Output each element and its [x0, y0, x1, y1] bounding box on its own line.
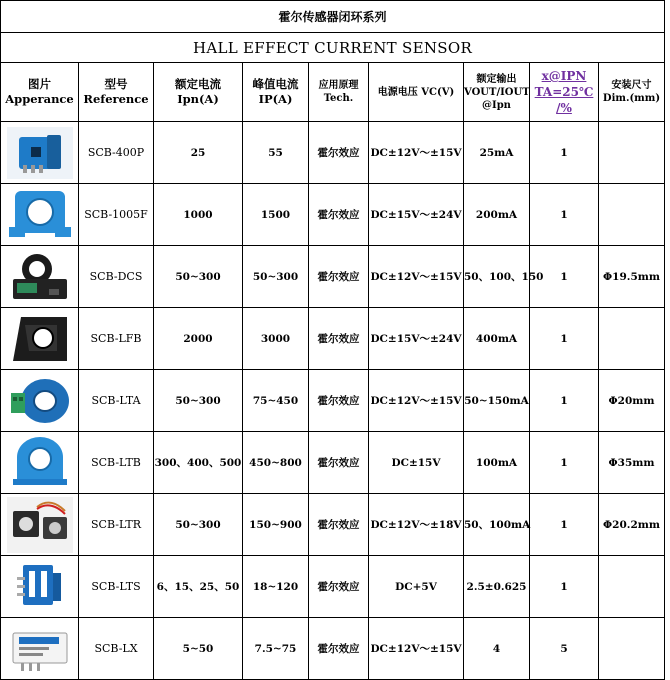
table-row	[1, 432, 665, 494]
voltage-cell: DC+5V	[369, 556, 464, 618]
dimension-cell: Φ20mm	[599, 370, 665, 432]
output-cell: 4	[464, 618, 530, 680]
header-picture-cn: 图片	[28, 77, 51, 91]
table-row	[1, 370, 665, 432]
tech-cell: 霍尔效应	[309, 308, 369, 370]
model-cell: SCB-LTA	[79, 370, 154, 432]
output-cell: 400mA	[464, 308, 530, 370]
table-row	[1, 494, 665, 556]
voltage-cell: DC±12V～±15V	[369, 370, 464, 432]
accuracy-cell: 1	[530, 246, 599, 308]
table-title-english: HALL EFFECT CURRENT SENSOR	[1, 33, 665, 63]
model-cell: SCB-LTS	[79, 556, 154, 618]
header-picture	[1, 63, 79, 122]
peak-current-cell: 150~900	[243, 494, 309, 556]
voltage-cell: DC±12V～±15V	[369, 122, 464, 184]
accuracy-cell: 1	[530, 370, 599, 432]
accuracy-cell: 1	[530, 556, 599, 618]
output-cell: 50、100mA	[464, 494, 530, 556]
rated-current-cell: 6、15、25、50	[154, 556, 243, 618]
blue-pcb-sensor-icon	[1, 556, 79, 618]
table-row	[1, 556, 665, 618]
accuracy-cell: 1	[530, 432, 599, 494]
output-cell: 25mA	[464, 122, 530, 184]
accuracy-cell: 1	[530, 184, 599, 246]
header-voltage	[369, 63, 464, 122]
accuracy-cell: 1	[530, 308, 599, 370]
dimension-cell: Φ35mm	[599, 432, 665, 494]
model-cell: SCB-400P	[79, 122, 154, 184]
header-output-unit: VOUT/IOUT	[464, 86, 530, 98]
header-model-en: Reference	[83, 92, 149, 106]
output-cell: 50、100、150	[464, 246, 530, 308]
table-row	[1, 618, 665, 680]
peak-current-cell: 55	[243, 122, 309, 184]
rated-current-cell: 50~300	[154, 370, 243, 432]
blue-round-sensor-icon	[1, 432, 79, 494]
voltage-cell: DC±15V～±24V	[369, 184, 464, 246]
output-cell: 50~150mA	[464, 370, 530, 432]
dimension-cell	[599, 184, 665, 246]
header-tech	[309, 63, 369, 122]
tech-cell: 霍尔效应	[309, 184, 369, 246]
header-rated-cn: 额定电流	[175, 77, 221, 91]
rated-current-cell: 50~300	[154, 246, 243, 308]
peak-current-cell: 1500	[243, 184, 309, 246]
table-row	[1, 122, 665, 184]
table-row	[1, 184, 665, 246]
blue-square-sensor-icon	[1, 122, 79, 184]
blue-green-sensor-icon	[1, 370, 79, 432]
header-peak-current	[243, 63, 309, 122]
model-cell: SCB-DCS	[79, 246, 154, 308]
header-dim-en: Dim.(mm)	[602, 93, 661, 104]
header-peak-cn: 峰值电流	[252, 77, 299, 91]
accuracy-cell: 1	[530, 122, 599, 184]
peak-current-cell: 450~800	[243, 432, 309, 494]
rated-current-cell: 5~50	[154, 618, 243, 680]
voltage-cell: DC±15V	[369, 432, 464, 494]
rated-current-cell: 25	[154, 122, 243, 184]
dimension-cell	[599, 618, 665, 680]
header-picture-en: Apperance	[5, 92, 74, 106]
tech-cell: 霍尔效应	[309, 618, 369, 680]
voltage-cell: DC±15V～±24V	[369, 308, 464, 370]
model-cell: SCB-LTR	[79, 494, 154, 556]
header-rated-en: Ipn(A)	[177, 92, 219, 106]
peak-current-cell: 75~450	[243, 370, 309, 432]
tech-cell: 霍尔效应	[309, 246, 369, 308]
voltage-cell: DC±12V～±18V	[369, 494, 464, 556]
rated-current-cell: 50~300	[154, 494, 243, 556]
model-cell: SCB-LTB	[79, 432, 154, 494]
header-row	[1, 63, 665, 122]
voltage-cell: DC±12V～±15V	[369, 246, 464, 308]
header-tech-cn: 应用原理	[318, 80, 359, 91]
table-title-chinese: 霍尔传感器闭环系列	[1, 1, 665, 33]
model-cell: SCB-1005F	[79, 184, 154, 246]
header-accuracy-3: /%	[556, 101, 572, 115]
header-tech-en: Tech.	[323, 93, 354, 104]
output-cell: 2.5±0.625	[464, 556, 530, 618]
white-module-sensor-icon	[1, 618, 79, 680]
dimension-cell: Φ19.5mm	[599, 246, 665, 308]
header-accuracy-2: TA=25℃	[534, 85, 594, 99]
peak-current-cell: 3000	[243, 308, 309, 370]
tech-cell: 霍尔效应	[309, 432, 369, 494]
accuracy-cell: 5	[530, 618, 599, 680]
dimension-cell	[599, 122, 665, 184]
model-cell: SCB-LFB	[79, 308, 154, 370]
header-model	[79, 63, 154, 122]
black-ring-sensor-icon	[1, 246, 79, 308]
table-row	[1, 246, 665, 308]
accuracy-cell: 1	[530, 494, 599, 556]
table-row	[1, 308, 665, 370]
tech-cell: 霍尔效应	[309, 494, 369, 556]
tech-cell: 霍尔效应	[309, 370, 369, 432]
blue-ring-sensor-icon	[1, 184, 79, 246]
output-cell: 100mA	[464, 432, 530, 494]
rated-current-cell: 300、400、500	[154, 432, 243, 494]
dimension-cell	[599, 556, 665, 618]
peak-current-cell: 18~120	[243, 556, 309, 618]
dimension-cell	[599, 308, 665, 370]
tech-cell: 霍尔效应	[309, 122, 369, 184]
cable-sensor-icon	[1, 494, 79, 556]
header-accuracy-1: x@IPN	[541, 69, 587, 83]
header-output	[464, 63, 530, 122]
header-voltage-cn: 电源电压 VC(V)	[377, 86, 455, 98]
peak-current-cell: 50~300	[243, 246, 309, 308]
header-output-cn: 额定输出	[476, 73, 517, 85]
header-dim-cn: 安装尺寸	[611, 80, 652, 91]
black-panel-sensor-icon	[1, 308, 79, 370]
peak-current-cell: 7.5~75	[243, 618, 309, 680]
header-peak-en: IP(A)	[258, 92, 293, 106]
voltage-cell: DC±12V～±15V	[369, 618, 464, 680]
tech-cell: 霍尔效应	[309, 556, 369, 618]
header-rated-current	[154, 63, 243, 122]
header-model-cn: 型号	[104, 77, 128, 91]
header-accuracy	[530, 63, 599, 122]
output-cell: 200mA	[464, 184, 530, 246]
header-dimension	[599, 63, 665, 122]
header-output-at: @Ipn	[482, 99, 511, 111]
rated-current-cell: 2000	[154, 308, 243, 370]
model-cell: SCB-LX	[79, 618, 154, 680]
rated-current-cell: 1000	[154, 184, 243, 246]
dimension-cell: Φ20.2mm	[599, 494, 665, 556]
